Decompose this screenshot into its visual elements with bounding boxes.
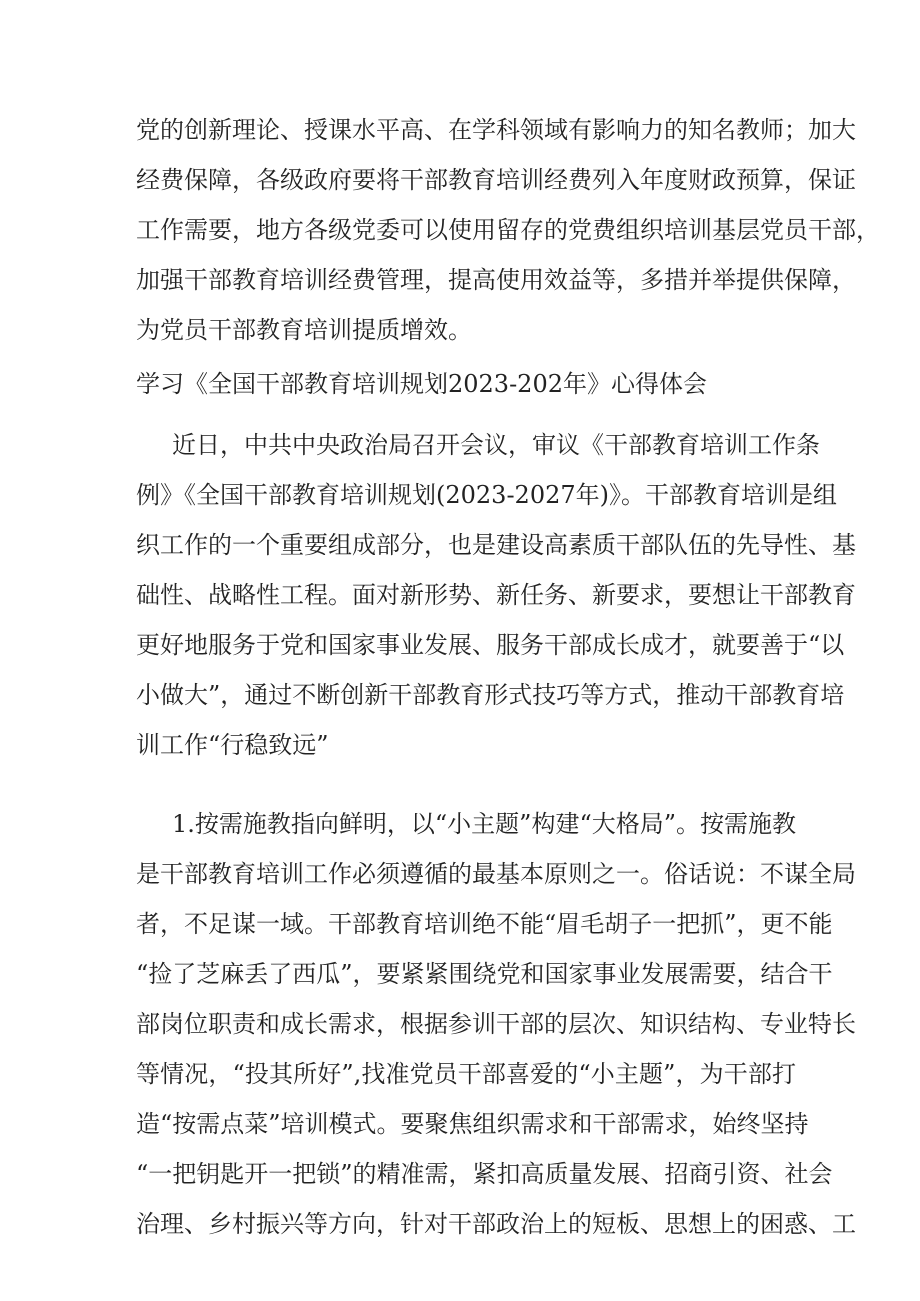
intro-line: 为党员干部教育培训提质增效。 [136,316,472,344]
point1-line: 1.按需施教指向鲜明，以“小主题”构建“大格局”。按需施教 [172,810,796,838]
overview-line: 更好地服务于党和国家事业发展、服务干部成长成才，就要善于“以 [136,631,845,659]
overview-line: 例》《全国干部教育培训规划(2023-2027年)》。干部教育培训是组 [136,481,837,509]
overview-line: 小做大”，通过不断创新干部教育形式技巧等方式，推动干部教育培 [136,681,845,709]
point1-line: 部岗位职责和成长需求，根据参训干部的层次、知识结构、专业特长 [136,1010,856,1038]
point1-line: 是干部教育培训工作必须遵循的最基本原则之一。俗话说：不谋全局 [136,860,856,888]
section-title: 学习《全国干部教育培训规划2023-202年》心得体会 [136,370,707,398]
point1-line: 治理、乡村振兴等方向，针对干部政治上的短板、思想上的困惑、工 [136,1210,856,1238]
overview-line: 近日，中共中央政治局召开会议，审议《干部教育培训工作条 [172,431,820,459]
overview-line: 织工作的一个重要组成部分，也是建设高素质干部队伍的先导性、基 [136,531,856,559]
point1-line: “一把钥匙开一把锁”的精准需，紧扣高质量发展、招商引资、社会 [136,1160,833,1188]
intro-line: 加强干部教育培训经费管理，提高使用效益等，多措并举提供保障， [136,266,856,294]
overview-line: 训工作“行稳致远” [136,731,329,759]
point1-line: 造“按需点菜”培训模式。要聚焦组织需求和干部需求，始终坚持 [136,1110,809,1138]
overview-line: 础性、战略性工程。面对新形势、新任务、新要求，要想让干部教育 [136,581,856,609]
point1-line: “捡了芝麻丢了西瓜”，要紧紧围绕党和国家事业发展需要，结合干 [136,960,833,988]
point1-line: 等情况，“投其所好”,找准党员干部喜爱的“小主题”，为干部打 [136,1060,796,1088]
intro-line: 党的创新理论、授课水平高、在学科领域有影响力的知名教师；加大 [136,116,856,144]
intro-line: 工作需要，地方各级党委可以使用留存的党费组织培训基层党员干部， [136,216,880,244]
intro-line: 经费保障，各级政府要将干部教育培训经费列入年度财政预算，保证 [136,166,856,194]
point1-line: 者，不足谋一域。干部教育培训绝不能“眉毛胡子一把抓”，更不能 [136,910,833,938]
